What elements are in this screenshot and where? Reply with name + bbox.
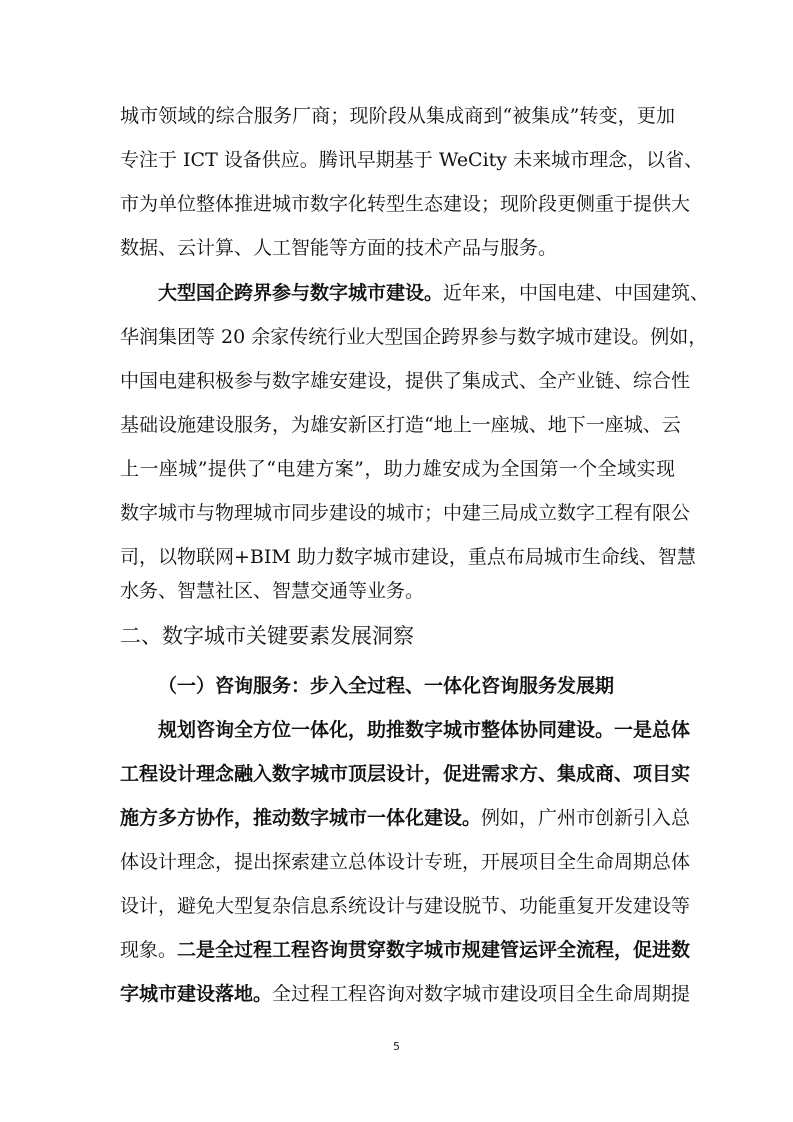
page-number: 5 [393, 1040, 400, 1053]
paragraph-1-line-4: 数据、云计算、人工智能等方面的技术产品与服务。 [120, 237, 558, 259]
paragraph-3-line-6 [120, 928, 691, 972]
paragraph-1-line-1: 城市领域的综合服务厂商；现阶段从集成商到“被集成”转变，更加 [120, 105, 675, 127]
paragraph-2-line-4: 基础设施建设服务，为雄安新区打造“地上一座城、地下一座城、云 [120, 414, 681, 436]
subsection-heading: （一）咨询服务：步入全过程、一体化咨询服务发展期 [158, 675, 615, 697]
paragraph-3-line-2: 工程设计理念融入数字城市顶层设计，促进需求方、集成商、项目实 [120, 763, 691, 785]
paragraph-2-line-5: 上一座城”提供了“电建方案”，助力雄安成为全国第一个全域实现 [120, 458, 675, 480]
paragraph-2-line-3: 中国电建积极参与数字雄安建设，提供了集成式、全产业链、综合性 [120, 370, 691, 392]
paragraph-3-line-1: 规划咨询全方位一体化，助推数字城市整体协同建设。一是总体 [158, 719, 691, 741]
paragraph-2-line-1 [158, 271, 710, 315]
section-heading: 二、数字城市关键要素发展洞察 [120, 624, 414, 648]
paragraph-3-line-4: 体设计理念，提出探索建立总体设计专班，开展项目全生命周期总体 [120, 851, 691, 873]
paragraph-3-line-7-bold: 字城市建设落地。 [120, 983, 273, 1005]
paragraph-2-line-2: 华润集团等 20 余家传统行业大型国企跨界参与数字城市建设。例如， [120, 326, 708, 348]
paragraph-1-line-3: 市为单位整体推进城市数字化转型生态建设；现阶段更侧重于提供大 [120, 193, 691, 215]
paragraph-2-line-7: 司，以物联网+BIM 助力数字城市建设，重点布局城市生命线、智慧 [120, 546, 696, 568]
paragraph-3-line-7 [120, 972, 691, 1016]
paragraph-2-lead: 大型国企跨界参与数字城市建设。 [158, 282, 444, 304]
paragraph-3-line-3 [120, 796, 691, 840]
paragraph-3-line-6-text: 现象。 [120, 939, 178, 961]
paragraph-3-line-3-text: 例如，广州市创新引入总 [481, 807, 691, 829]
paragraph-3-line-7-text: 全过程工程咨询对数字城市建设项目全生命周期提 [272, 983, 691, 1005]
paragraph-3-line-3-bold: 施方多方协作，推动数字城市一体化建设。 [120, 807, 482, 829]
paragraph-2-line-8: 水务、智慧社区、智慧交通等业务。 [120, 580, 425, 602]
paragraph-2-line-1-text: 近年来，中国电建、中国建筑、 [443, 282, 710, 304]
paragraph-3-line-5: 设计，避免大型复杂信息系统设计与建设脱节、功能重复开发建设等 [120, 895, 691, 917]
paragraph-1-line-2: 专注于 ICT 设备供应。腾讯早期基于 WeCity 未来城市理念，以省、 [120, 149, 704, 171]
paragraph-3-line-6-bold: 二是全过程工程咨询贯穿数字城市规建管运评全流程，促进数 [177, 939, 691, 961]
paragraph-2-line-6: 数字城市与物理城市同步建设的城市；中建三局成立数字工程有限公 [120, 502, 691, 524]
